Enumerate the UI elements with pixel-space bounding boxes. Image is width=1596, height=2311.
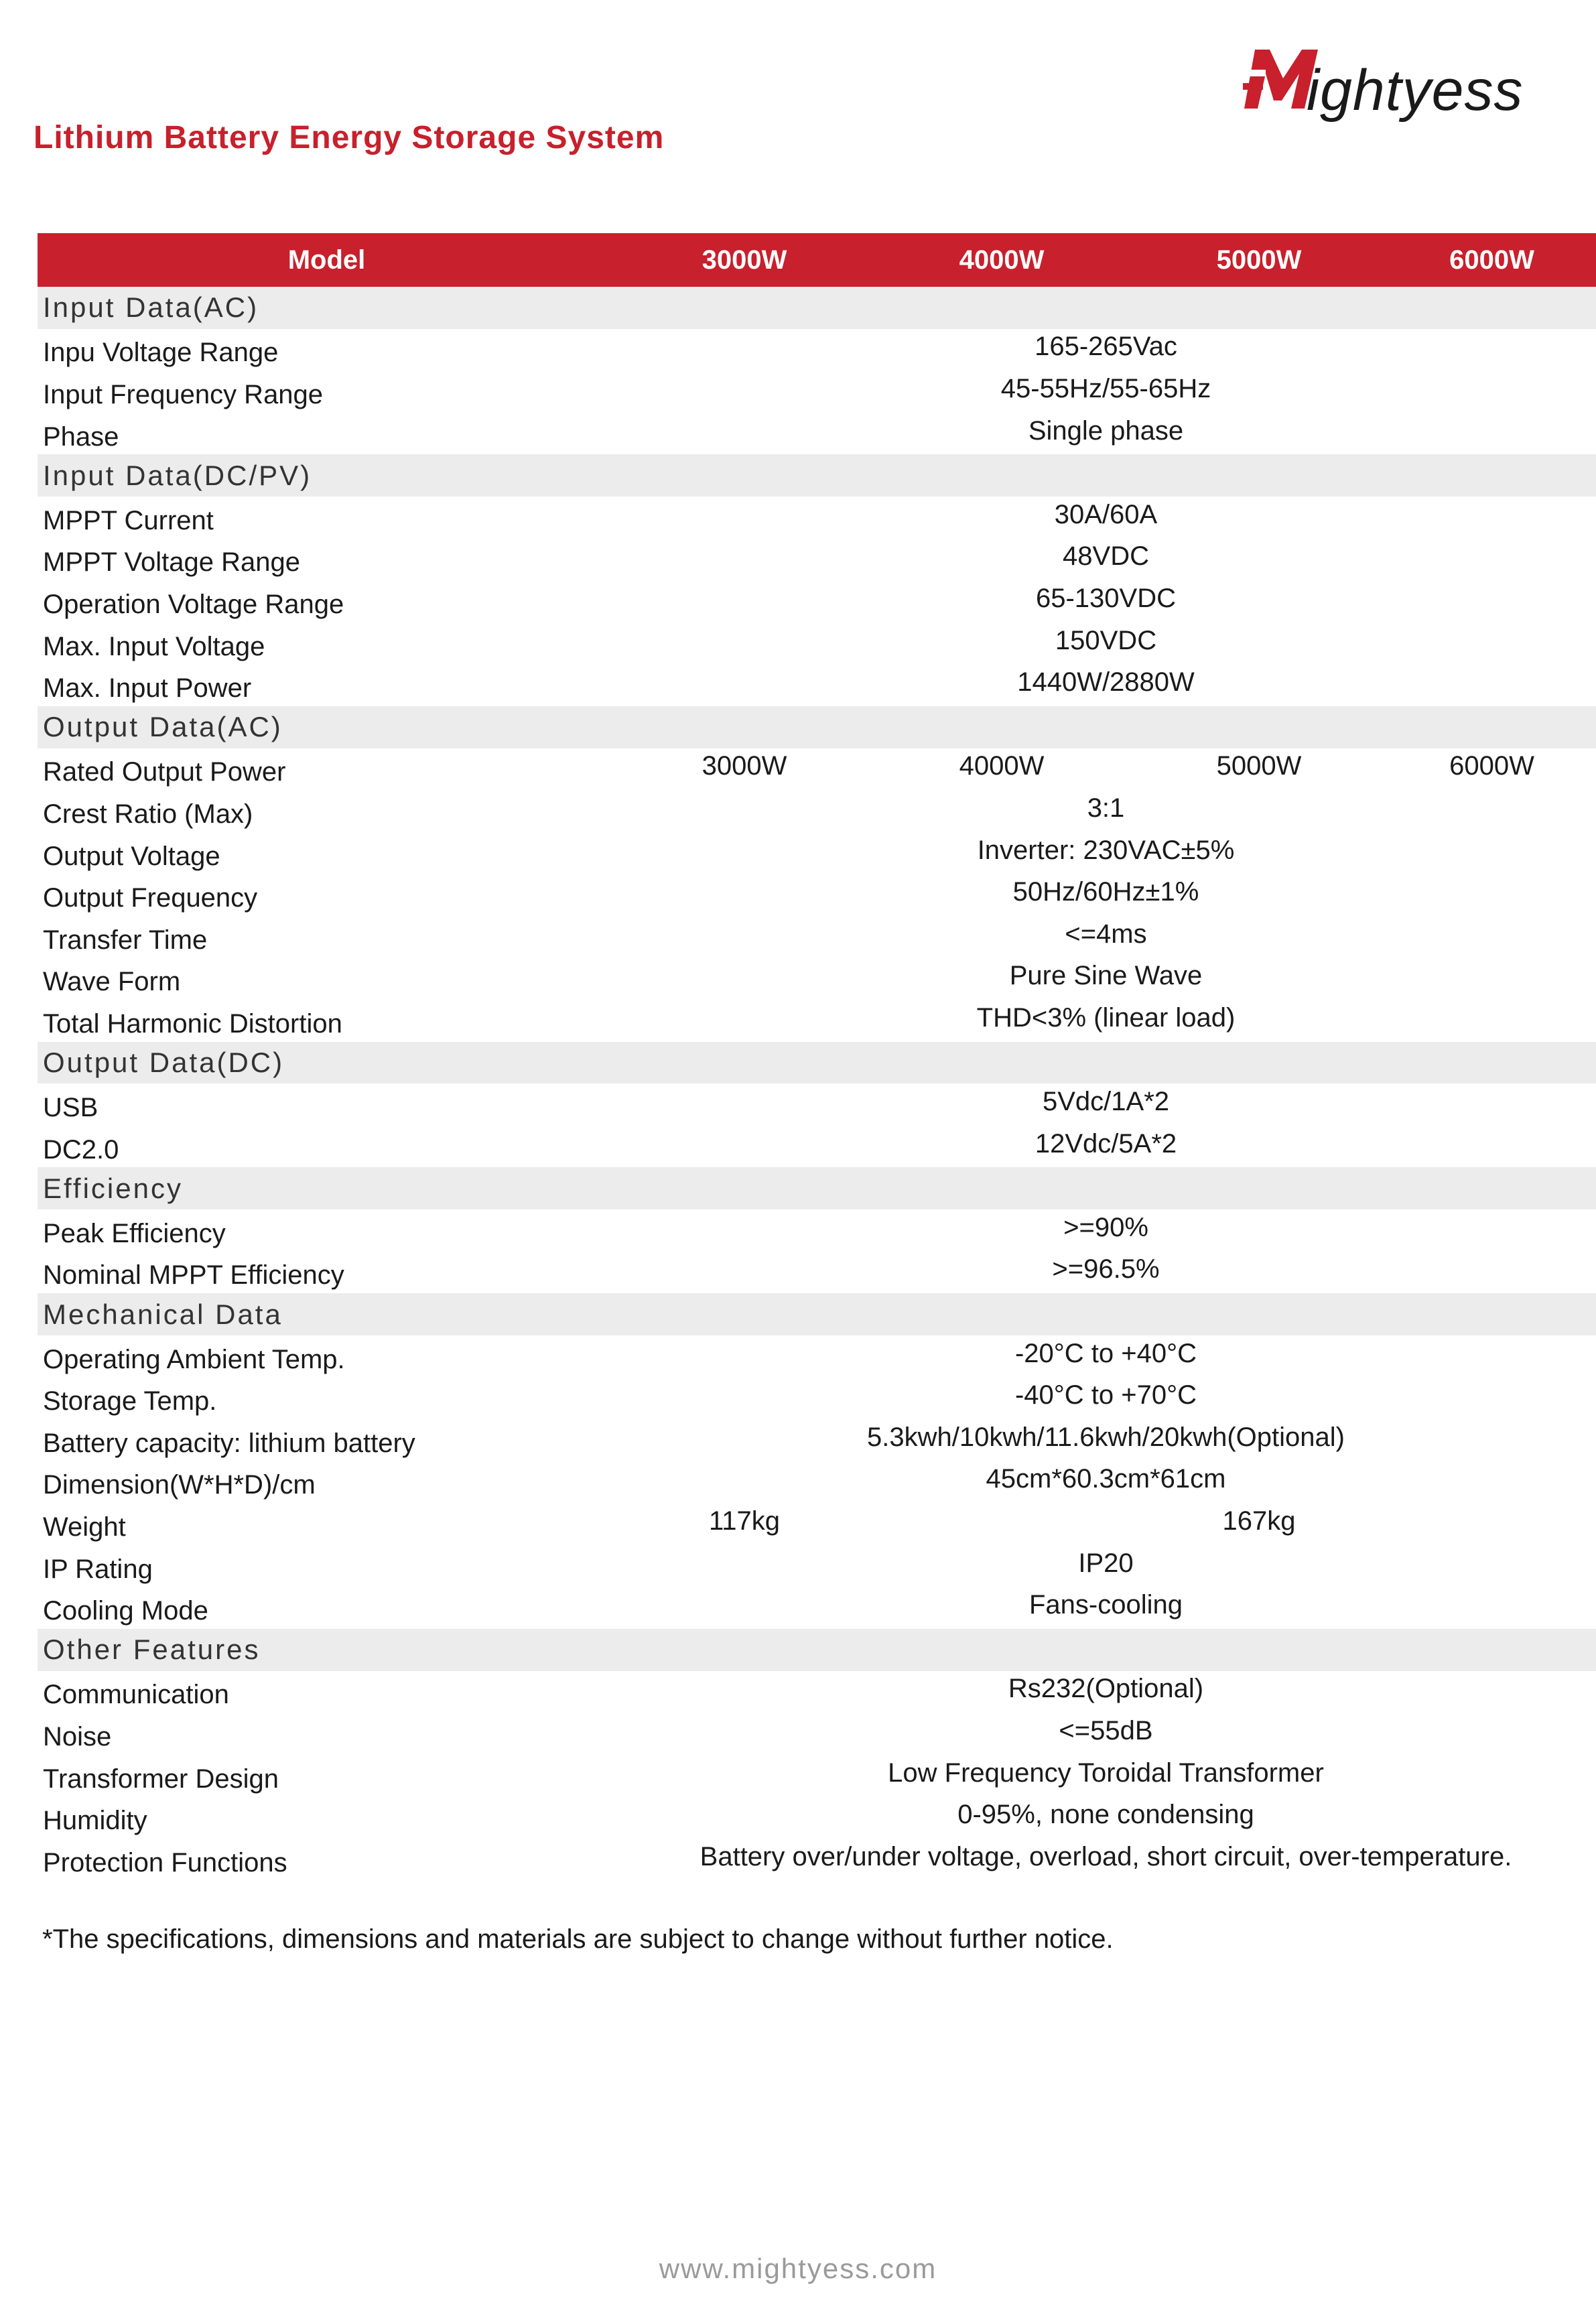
empty-cell [1388,1503,1596,1545]
table-row [38,748,1596,791]
row-label: Output Voltage [43,841,220,871]
table-row [38,580,1596,622]
row-label: Max. Input Voltage [43,631,265,661]
row-label: Nominal MPPT Efficiency [43,1260,344,1291]
table-row [38,1335,1596,1378]
row-label: Cooling Mode [43,1596,208,1626]
table-row [38,1126,1596,1168]
row-label: Weight [43,1512,126,1542]
row-value: 167kg [1222,1506,1296,1536]
row-value: IP20 [1078,1548,1134,1578]
table-row [38,1839,1596,1881]
section-row [38,1629,1596,1671]
row-value: <=4ms [1065,919,1147,949]
row-label: Storage Temp. [43,1386,217,1416]
table-row [38,622,1596,665]
brand-logo-text: ightyess [1307,58,1524,123]
row-label: Max. Input Power [43,673,252,704]
row-label: Input Frequency Range [43,379,324,409]
section-title: Mechanical Data [43,1298,283,1330]
row-value: 1440W/2880W [1017,667,1195,698]
table-row [38,1796,1596,1839]
row-label: Operation Voltage Range [43,589,344,619]
row-label: MPPT Current [43,505,214,535]
row-value: Single phase [1028,415,1184,446]
table-row [38,1461,1596,1504]
row-value: Battery over/under voltage, overload, short circuit, over-temperature. [700,1841,1512,1871]
row-label: DC2.0 [43,1134,119,1165]
table-row [38,1083,1596,1126]
row-value: >=96.5% [1052,1254,1160,1284]
row-label: IP Rating [43,1554,153,1584]
section-title: Input Data(DC/PV) [43,459,312,491]
row-value: 12Vdc/5A*2 [1035,1128,1177,1159]
section-row [38,706,1596,748]
section-title: Efficiency [43,1172,183,1204]
row-value: -20°C to +40°C [1014,1338,1197,1368]
row-label: Rated Output Power [43,757,286,787]
row-value: 3000W [702,751,787,781]
row-value: 5.3kwh/10kwh/11.6kwh/20kwh(Optional) [867,1422,1345,1452]
row-value: 30A/60A [1054,499,1158,529]
row-value: Rs232(Optional) [1008,1674,1204,1704]
row-label: Dimension(W*H*D)/cm [43,1470,316,1500]
section-row [38,1042,1596,1084]
spec-table [38,233,1596,1881]
section-row [38,1167,1596,1209]
row-label: Peak Efficiency [43,1218,226,1248]
row-label: Humidity [43,1806,147,1836]
row-value: 3:1 [1087,793,1125,823]
table-row [38,371,1596,413]
section-row [38,1293,1596,1335]
row-value: 45-55Hz/55-65Hz [1000,373,1211,403]
row-value: -40°C to +70°C [1014,1380,1197,1410]
header-model: Model [287,245,366,275]
footer-url: www.mightyess.com [659,2253,937,2284]
table-row [38,1000,1596,1042]
row-value: 45cm*60.3cm*61cm [986,1464,1226,1494]
row-value: 165-265Vac [1035,332,1177,362]
row-value: 4000W [959,751,1045,781]
table-row [38,1545,1596,1587]
table-row [38,413,1596,455]
section-title: Output Data(AC) [43,711,283,743]
table-row [38,1755,1596,1797]
table-row [38,1377,1596,1419]
row-value: 5000W [1216,751,1302,781]
section-title: Input Data(AC) [43,291,259,324]
row-label: Total Harmonic Distortion [43,1008,342,1039]
row-value: Fans-cooling [1028,1590,1183,1620]
row-label: Protection Functions [43,1847,287,1877]
header-3000w: 3000W [702,245,787,275]
row-value: 48VDC [1063,541,1149,572]
row-label: Wave Form [43,967,181,997]
table-row [38,1713,1596,1755]
header-5000w: 5000W [1216,245,1302,275]
table-row [38,1503,1596,1545]
header-6000w: 6000W [1449,245,1534,275]
section-row [38,454,1596,497]
table-row [38,539,1596,581]
row-value: 150VDC [1055,625,1157,655]
table-row [38,1252,1596,1294]
row-value: 6000W [1449,751,1534,781]
document-title: Lithium Battery Energy Storage System [34,120,665,155]
table-row [38,1209,1596,1252]
row-label: Noise [43,1721,112,1752]
table-row [38,958,1596,1000]
section-title: Output Data(DC) [43,1046,285,1078]
table-row [38,1419,1596,1461]
table-row [38,916,1596,958]
table-row [38,497,1596,539]
row-value: 117kg [708,1506,780,1536]
row-label: Crest Ratio (Max) [43,799,253,829]
row-label: Operating Ambient Temp. [43,1344,345,1374]
row-label: Phase [43,421,119,452]
table-row [38,1587,1596,1629]
row-label: Output Frequency [43,883,258,913]
disclaimer-note: *The specifications, dimensions and materials are subject to change without further notice. [42,1924,1114,1954]
row-label: USB [43,1093,98,1123]
row-value: 50Hz/60Hz±1% [1012,877,1199,907]
table-row [38,874,1596,916]
table-row [38,832,1596,874]
row-value: Low Frequency Toroidal Transformer [888,1758,1324,1788]
row-label: Communication [43,1680,229,1710]
row-value: THD<3% (linear load) [976,1002,1236,1033]
table-row [38,790,1596,832]
row-value: 5Vdc/1A*2 [1042,1087,1170,1117]
row-value: 0-95%, none condensing [957,1800,1254,1830]
header-4000w: 4000W [959,245,1045,275]
table-row [38,664,1596,706]
table-row [38,329,1596,371]
table-row [38,1671,1596,1713]
section-title: Other Features [43,1634,261,1666]
row-value: <=55dB [1059,1715,1153,1745]
row-label: Battery capacity: lithium battery [43,1428,415,1458]
empty-cell [873,1503,1130,1545]
section-row [38,287,1596,329]
row-label: Inpu Voltage Range [43,338,279,368]
row-label: Transformer Design [43,1764,279,1794]
row-value: Pure Sine Wave [1009,961,1203,991]
spec-table-header [38,233,1596,287]
row-label: Transfer Time [43,925,208,955]
row-value: >=90% [1063,1212,1148,1242]
row-value: Inverter: 230VAC±5% [977,835,1235,865]
row-value: 65-130VDC [1035,583,1176,613]
row-label: MPPT Voltage Range [43,547,300,578]
